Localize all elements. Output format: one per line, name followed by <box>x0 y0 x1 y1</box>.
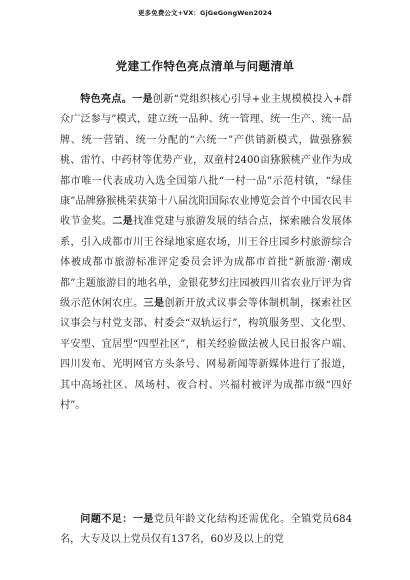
problems-paragraph <box>60 510 352 551</box>
point-text: 找准党建与旅游发展的结合点，探索融合发展体系，引入成都市川王谷绿地家庭农场，川王谷庄园乡村旅游综合体被成都市旅游标准评定委员会评为成都市首批“新旅游·潮成都”主题旅游目的地名单，金银花梦幻庄园被四川省农业厅评为省级示范休闲农庄。 <box>60 216 353 310</box>
problems-section <box>60 510 352 551</box>
point-text: 党员年龄文化结构还需优化。全镇党员684名，大专及以上党员仅有137名，60岁及以上的党 <box>60 514 353 546</box>
problems-heading: 问题不足： <box>80 514 133 525</box>
point-label: 二是 <box>112 216 134 228</box>
point-label: 三是 <box>143 298 165 310</box>
point-text: 创新“党组织核心引导+业主规模模投入+群众广泛参与”模式，建立统一品种、统一管理、统一生产、统一品牌、统一营销、统一分配的“六统一”产供销新模式，做强猕猴桃、雷竹、中药材等优势产业，双童村2400亩猕猴桃产业作为成都市唯一代表成功入选全国第八批“一村一品”示范村镇，“绿佳康”品牌猕猴桃荣获第十八届沈阳国际农业博览会首个中国农民丰收节金奖。 <box>60 94 353 228</box>
highlights-heading: 特色亮点。 <box>80 94 133 105</box>
highlights-section <box>60 90 352 417</box>
highlights-paragraph <box>60 90 352 417</box>
header-note: 更多免费公文+VX：GjGeGongWen2024 <box>138 9 272 17</box>
point-label: 一是 <box>132 514 154 525</box>
point-text: 创新开放式议事会等体制机制，探索社区议事会与村党支部、村委会“双轨运行”，构筑服务型、文化型、平安型、宜居型“四型社区”，相关经验做法被人民日报客户端、四川发布、光明网官方头条号、网易新闻等新媒体进行了报道，其中高场社区、凤场村、夜合村、兴福村被评为成都市级“四好村”。 <box>60 298 353 412</box>
point-label: 一是 <box>132 94 153 105</box>
document-title: 党建工作特色亮点清单与问题清单 <box>115 59 295 73</box>
